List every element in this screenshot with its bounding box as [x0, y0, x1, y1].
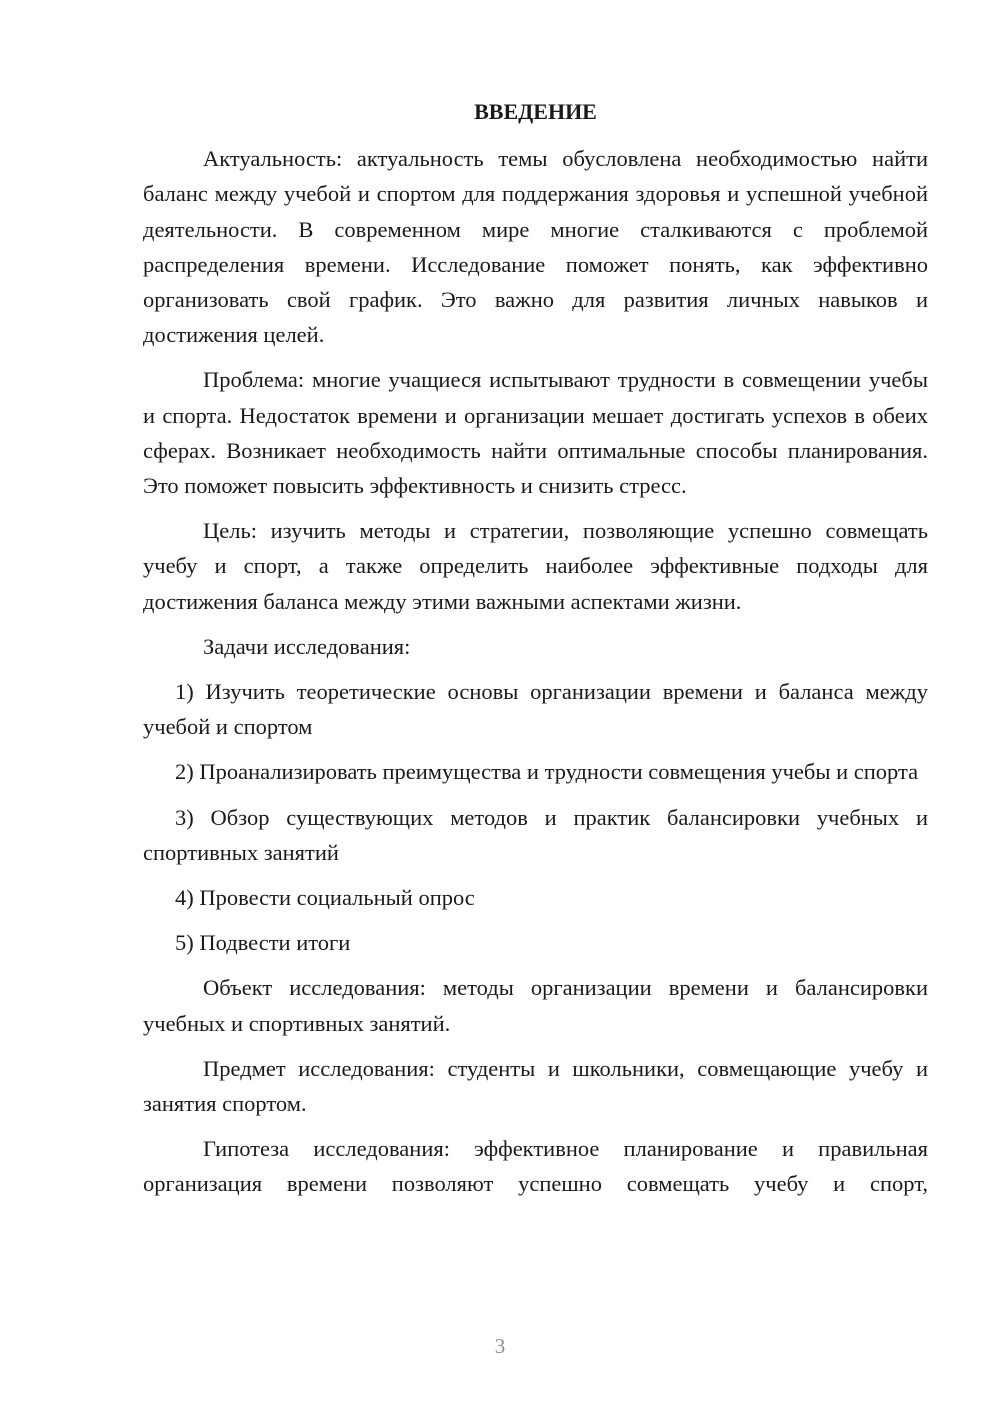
list-item-task-4: 4) Провести социальный опрос	[175, 885, 475, 911]
paragraph-problem: Проблема: многие учащиеся испытывают трудности в совмещении учебы и спорта. Недостаток времени и организации мешает достигать успехов в обеих сферах. Возникает необходимость найти оптимальные способы планирования. Это поможет повысить эффективность и снизить стресс.	[143, 367, 928, 499]
paragraph-relevance: Актуальность: актуальность темы обусловлена необходимостью найти баланс между учебой и спортом для поддержания здоровья и успешной учебной деятельности. В современном мире многие сталкиваются с проблемой распределения времени. Исследование поможет понять, как эффективно организовать свой график. Это важно для развития личных навыков и достижения целей.	[143, 146, 928, 348]
paragraph-subject: Предмет исследования: студенты и школьники, совмещающие учебу и занятия спортом.	[143, 1055, 928, 1117]
page-number: 3	[494, 1334, 506, 1358]
list-item-task-5: 5) Подвести итоги	[175, 930, 351, 956]
tasks-heading: Задачи исследования:	[203, 633, 411, 659]
paragraph-hypothesis: Гипотеза исследования: эффективное планирование и правильная организация времени позволяют успешно совмещать учебу и спорт,	[143, 1136, 928, 1197]
list-item-task-2: 2) Проанализировать преимущества и трудности совмещения учебы и спорта	[175, 759, 919, 785]
paragraph-object: Объект исследования: методы организации времени и балансировки учебных и спортивных занятий.	[143, 975, 928, 1036]
document-page	[143, 94, 928, 1212]
list-item-task-3: 3) Обзор существующих методов и практик балансировки учебных и спортивных занятий	[143, 804, 928, 865]
paragraph-goal: Цель: изучить методы и стратегии, позволяющие успешно совмещать учебу и спорт, а также определить наиболее эффективные подходы для достижения баланса между этими важными аспектами жизни.	[143, 518, 928, 614]
page-title: ВВЕДЕНИЕ	[474, 99, 597, 124]
list-item-task-1: 1) Изучить теоретические основы организации времени и баланса между учебой и спортом	[143, 679, 928, 740]
